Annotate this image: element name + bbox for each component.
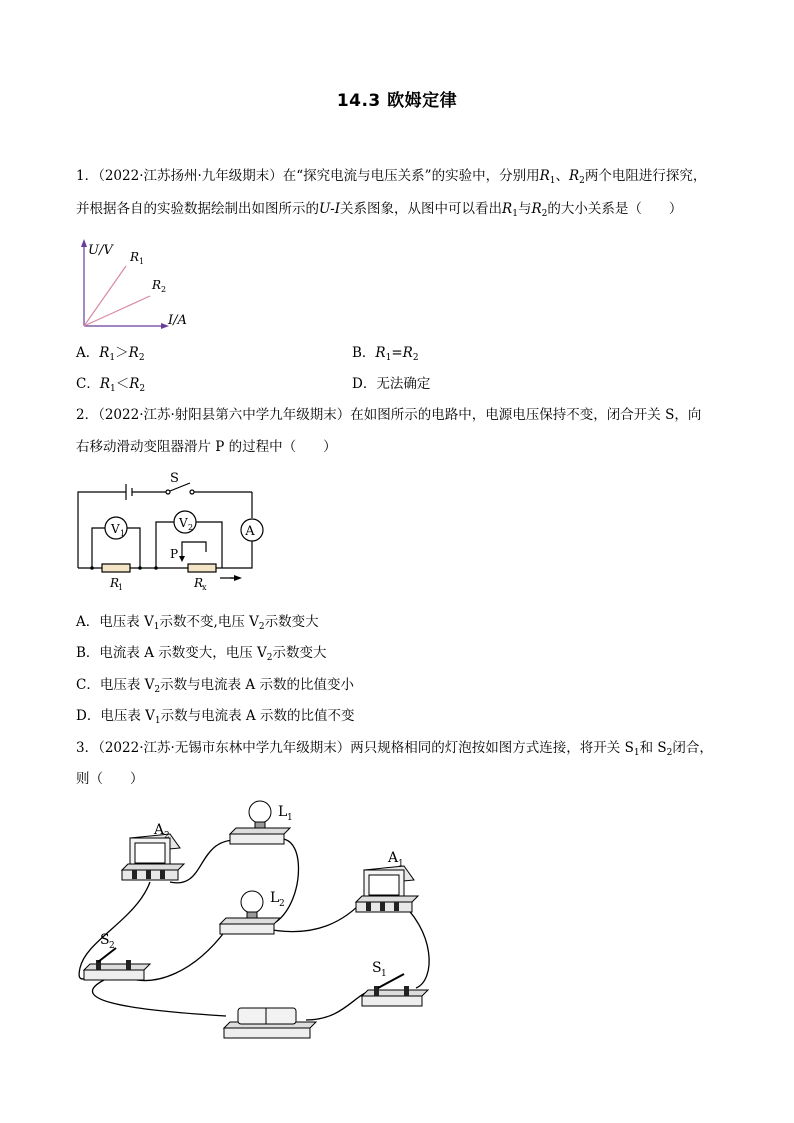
q2-option-c[interactable]: C．电压表 $V_2$示数与电流表 A 示数的比值变小 — [76, 677, 354, 695]
svg-text:2: 2 — [109, 941, 115, 951]
svg-text:2: 2 — [164, 831, 170, 841]
l2-label: L — [270, 890, 280, 906]
q1-stem-line2: 并根据各自的实验数据绘制出如图所示的U-I关系图象，从图中可以看出$R_1$与$R_2$的大小关系是（ ） — [76, 201, 683, 219]
q1-option-b[interactable]: B．$R_1=R_2$ — [352, 345, 419, 363]
ui-graph — [70, 236, 210, 336]
switch-s1 — [362, 974, 428, 1006]
q2-option-d[interactable]: D．电压表 $V_1$示数与电流表 A 示数的比值不变 — [76, 708, 355, 726]
ammeter-a1 — [356, 866, 418, 912]
q2-option-a[interactable]: A．电压表 $V_1$示数不变,电压 $V_2$示数变大 — [76, 614, 319, 632]
switch-s2 — [84, 948, 150, 980]
svg-text:1: 1 — [398, 859, 404, 869]
q3-stem-line1: 3．（2022·江苏·无锡市东林中学九年级期末）两只规格相同的灯泡按如图方式连接，将开关 $S_1$和 $S_2$闭合， — [76, 740, 713, 758]
battery — [224, 1008, 316, 1038]
page-title: 14.3 欧姆定律 — [336, 91, 458, 111]
q1-stem-line1: 1．（2022·江苏扬州·九年级期末）在“探究电流与电压关系”的实验中，分别用$R_1$、$R_2$两个电阻进行探究， — [76, 168, 707, 186]
svg-text:1: 1 — [287, 813, 293, 823]
q2-stem-line2: 右移动滑动变阻器滑片 P 的过程中（ ） — [76, 439, 337, 455]
svg-text:1: 1 — [381, 969, 387, 979]
svg-text:x: x — [202, 583, 207, 592]
svg-text:2: 2 — [161, 285, 167, 294]
q1-option-d[interactable]: D．无法确定 — [352, 376, 431, 392]
l1-label: L — [278, 804, 288, 820]
y-axis-label: U/V — [88, 243, 113, 258]
q1-option-c[interactable]: C．$R_1<R_2$ — [76, 376, 146, 394]
a2-label: A — [154, 822, 165, 838]
slider-label: P — [170, 547, 179, 561]
svg-text:2: 2 — [279, 899, 285, 909]
a1-label: A — [388, 850, 399, 866]
svg-text:1: 1 — [120, 529, 126, 538]
q2-stem-line1: 2．（2022·江苏·射阳县第六中学九年级期末）在如图所示的电路中，电源电压保持不变，闭合开关 S，向 — [76, 407, 702, 423]
svg-text:1: 1 — [118, 583, 124, 592]
physical-circuit-figure — [66, 790, 436, 1042]
r1-label: R — [130, 250, 140, 264]
ammeter-label: A — [245, 524, 255, 539]
rx-resistor-label: R — [194, 576, 204, 590]
ammeter-a2 — [122, 834, 184, 880]
svg-text:2: 2 — [188, 523, 194, 532]
q1-option-a[interactable]: A．$R_1>R_2$ — [76, 345, 145, 363]
q3-stem-line2: 则（ ） — [76, 771, 144, 787]
x-axis-label: I/A — [168, 313, 187, 328]
v1-label: V — [111, 522, 120, 536]
svg-text:1: 1 — [139, 257, 145, 266]
s2-label: S — [100, 932, 110, 948]
circuit-diagram — [70, 468, 270, 594]
r2-label: R — [152, 278, 162, 292]
q2-option-b[interactable]: B．电流表 A 示数变大，电压 $V_2$示数变大 — [76, 645, 327, 663]
r1-resistor-label: R — [110, 576, 120, 590]
s1-label: S — [372, 960, 382, 976]
switch-label: S — [170, 471, 179, 486]
v2-label: V — [179, 516, 188, 530]
